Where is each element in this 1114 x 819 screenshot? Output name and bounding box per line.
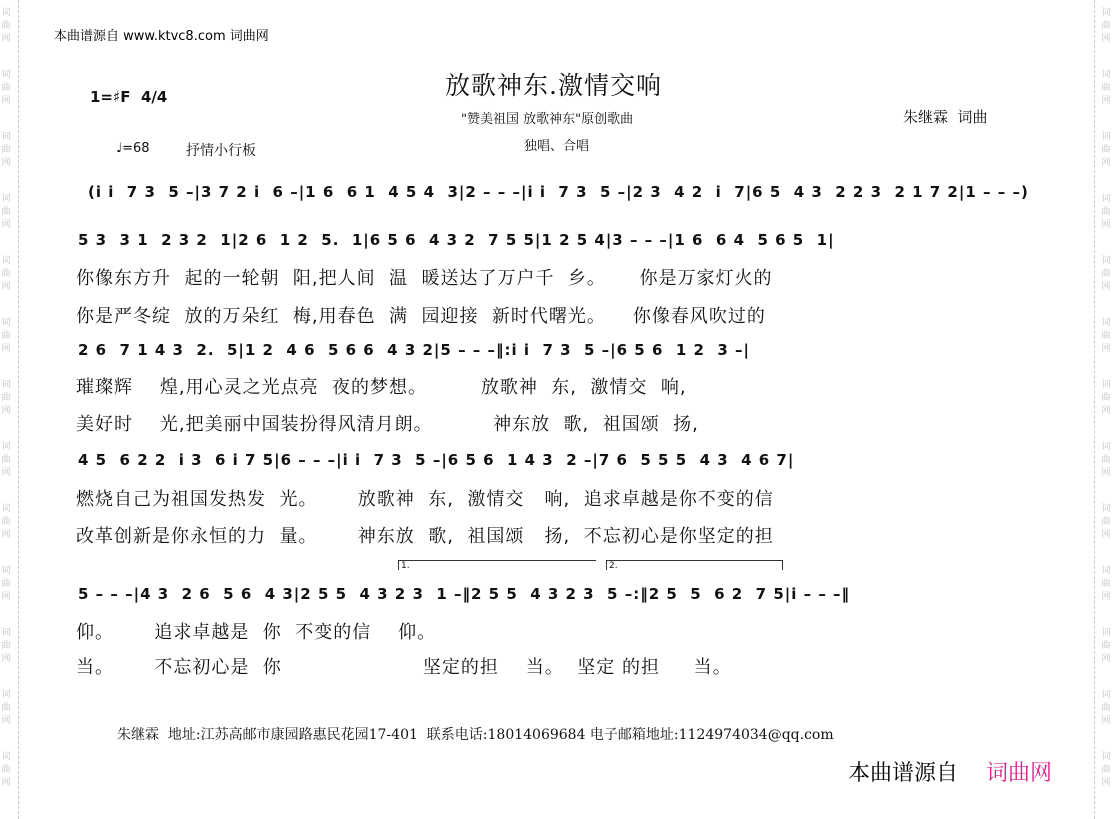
side-watermark-char: 网	[1101, 96, 1111, 106]
side-watermark-char: 曲	[1101, 517, 1111, 527]
right-border	[1094, 0, 1095, 819]
side-watermark-char: 网	[1, 220, 11, 230]
side-watermark-char: 曲	[1, 269, 11, 279]
score-row-5-lyrics-verse-2: 当。 不忘初心是 你 坚定的担 当。 坚定 的担 当。	[76, 657, 732, 678]
side-watermark-char: 词	[1101, 566, 1111, 576]
side-watermark-char: 网	[1101, 282, 1111, 292]
side-watermark-char: 网	[1, 592, 11, 602]
side-watermark-char: 网	[1, 34, 11, 44]
side-watermark-char: 曲	[1, 641, 11, 651]
side-watermark-char: 词	[1, 318, 11, 328]
lyricist-credit: 朱继霖 词曲	[903, 108, 988, 126]
side-watermark-char: 词	[1101, 628, 1111, 638]
side-watermark-char: 曲	[1, 21, 11, 31]
side-watermark-char: 曲	[1, 145, 11, 155]
expression-marking: 抒情小行板	[186, 143, 256, 159]
side-watermark-char: 曲	[1, 579, 11, 589]
score-row-4-lyrics-verse-2: 改革创新是你永恒的力 量。 神东放 歌, 祖国颂 扬, 不忘初心是你坚定的担	[76, 526, 774, 547]
side-watermark-char: 网	[1101, 592, 1111, 602]
side-watermark-char: 网	[1, 96, 11, 106]
side-watermark-char: 网	[1101, 34, 1111, 44]
score-row-3-lyrics-verse-1: 璀璨辉 煌,用心灵之光点亮 夜的梦想。 放歌神 东, 激情交 响,	[76, 377, 687, 398]
singing-form: 独唱、合唱	[524, 139, 590, 154]
tempo-marking: ♩=68	[116, 141, 150, 156]
side-watermark-char: 曲	[1101, 641, 1111, 651]
side-watermark-char: 网	[1101, 468, 1111, 478]
side-watermark-char: 网	[1101, 654, 1111, 664]
side-watermark-char: 词	[1, 504, 11, 514]
score-row-4-notes: 4 5 6 2 2 i 3 6 i 7 5|6 – – –|i i 7 3 5 –|6 5 6 1 4 3 2 –|7 6 5 5 5 4 3 4 6 7|	[78, 451, 795, 469]
side-watermark-char: 网	[1, 716, 11, 726]
side-watermark-char: 曲	[1101, 21, 1111, 31]
side-watermark-char: 网	[1101, 220, 1111, 230]
contact-footer: 朱继霖 地址:江苏高邮市康园路惠民花园17-401 联系电话:18014069684 电子邮箱地址:1124974034@qq.com	[117, 727, 834, 743]
side-watermark-char: 词	[1, 752, 11, 762]
score-row-2-notes: 5 3 3 1 2 3 2 1|2 6 1 2 5. 1|6 5 6 4 3 2 7 5 5|1 2 5 4|3 – – –|1 6 6 4 5 6 5 1|	[78, 231, 835, 249]
side-watermark-char: 词	[1101, 70, 1111, 80]
first-ending-label: 1.	[401, 561, 410, 571]
side-watermark-char: 网	[1, 282, 11, 292]
side-watermark-char: 网	[1, 406, 11, 416]
second-ending-bracket	[606, 560, 782, 561]
side-watermark-char: 词	[1101, 8, 1111, 18]
watermark-source: 本曲谱源自	[848, 761, 959, 786]
left-border	[18, 0, 19, 819]
side-watermark-char: 词	[1, 8, 11, 18]
score-row-5-notes: 5 – – –|4 3 2 6 5 6 4 3|2 5 5 4 3 2 3 1 –‖2 5 5 4 3 2 3 5 –:‖2 5 5 6 2 7 5|i – – –‖	[78, 585, 851, 603]
side-watermark-char: 网	[1, 468, 11, 478]
side-watermark-char: 曲	[1101, 145, 1111, 155]
side-watermark-char: 词	[1101, 256, 1111, 266]
side-watermark-char: 曲	[1101, 83, 1111, 93]
side-watermark-char: 词	[1101, 318, 1111, 328]
first-ending-bracket	[398, 560, 596, 561]
side-watermark-char: 词	[1101, 442, 1111, 452]
second-ending-end-tick	[782, 560, 783, 570]
side-watermark-char: 网	[1101, 716, 1111, 726]
side-watermark-char: 曲	[1, 703, 11, 713]
score-row-5-lyrics-verse-1: 仰。 追求卓越是 你 不变的信 仰。	[76, 622, 437, 643]
side-watermark-char: 词	[1101, 132, 1111, 142]
side-watermark-char: 词	[1, 690, 11, 700]
side-watermark-char: 曲	[1101, 455, 1111, 465]
side-watermark-char: 词	[1, 380, 11, 390]
side-watermark-char: 网	[1, 344, 11, 354]
side-watermark-char: 曲	[1, 83, 11, 93]
key-signature: 1=♯F 4/4	[90, 88, 168, 106]
side-watermark-char: 曲	[1101, 269, 1111, 279]
side-watermark-char: 网	[1101, 344, 1111, 354]
side-watermark-char: 网	[1, 158, 11, 168]
side-watermark-char: 曲	[1101, 331, 1111, 341]
side-watermark-char: 词	[1, 70, 11, 80]
side-watermark-char: 曲	[1101, 703, 1111, 713]
first-ending-tick	[398, 560, 399, 570]
side-watermark-char: 网	[1, 778, 11, 788]
score-row-3-lyrics-verse-2: 美好时 光,把美丽中国装扮得风清月朗。 神东放 歌, 祖国颂 扬,	[76, 414, 699, 435]
side-watermark-char: 网	[1101, 158, 1111, 168]
score-row-2-lyrics-verse-2: 你是严冬绽 放的万朵红 梅,用春色 满 园迎接 新时代曙光。 你像春风吹过的	[76, 306, 766, 327]
side-watermark-char: 词	[1101, 690, 1111, 700]
second-ending-label: 2.	[609, 561, 618, 571]
second-ending-tick	[606, 560, 607, 570]
watermark-site: 词曲网	[986, 761, 1053, 786]
side-watermark-char: 词	[1101, 194, 1111, 204]
side-watermark-char: 词	[1101, 380, 1111, 390]
side-watermark-char: 曲	[1101, 207, 1111, 217]
side-watermark-char: 网	[1101, 778, 1111, 788]
source-line: 本曲谱源自 www.ktvc8.com 词曲网	[54, 29, 269, 44]
side-watermark-char: 网	[1, 654, 11, 664]
score-row-1-notes: (i i 7 3 5 –|3 7 2 i 6 –|1 6 6 1 4 5 4 3|2 – – –|i i 7 3 5 –|2 3 4 2 i 7|6 5 4 3 2 2 3 2 1 7 2|1 – – –)	[88, 183, 1029, 201]
side-watermark-char: 网	[1101, 530, 1111, 540]
side-watermark-char: 曲	[1101, 579, 1111, 589]
side-watermark-char: 词	[1, 256, 11, 266]
side-watermark-char: 网	[1, 530, 11, 540]
side-watermark-char: 词	[1101, 504, 1111, 514]
side-watermark-char: 曲	[1, 331, 11, 341]
side-watermark-char: 曲	[1, 393, 11, 403]
side-watermark-char: 词	[1, 566, 11, 576]
side-watermark-char: 词	[1101, 752, 1111, 762]
score-row-2-lyrics-verse-1: 你像东方升 起的一轮朝 阳,把人间 温 暖送达了万户千 乡。 你是万家灯火的	[76, 268, 773, 289]
side-watermark-char: 词	[1, 442, 11, 452]
side-watermark-char: 曲	[1, 455, 11, 465]
side-watermark-char: 曲	[1, 765, 11, 775]
side-watermark-char: 曲	[1101, 765, 1111, 775]
side-watermark-char: 曲	[1, 517, 11, 527]
side-watermark-char: 词	[1, 194, 11, 204]
side-watermark-char: 曲	[1101, 393, 1111, 403]
score-row-3-notes: 2 6 7 1 4 3 2. 5|1 2 4 6 5 6 6 4 3 2|5 – – –‖:i i 7 3 5 –|6 5 6 1 2 3 –|	[78, 341, 751, 359]
song-title: 放歌神东.激情交响	[445, 71, 662, 100]
side-watermark-char: 词	[1, 132, 11, 142]
side-watermark-char: 网	[1101, 406, 1111, 416]
song-subtitle: "赞美祖国 放歌神东"原创歌曲	[461, 112, 634, 127]
score-row-4-lyrics-verse-1: 燃烧自己为祖国发热发 光。 放歌神 东, 激情交 响, 追求卓越是你不变的信	[76, 489, 774, 510]
side-watermark-char: 曲	[1, 207, 11, 217]
side-watermark-char: 词	[1, 628, 11, 638]
